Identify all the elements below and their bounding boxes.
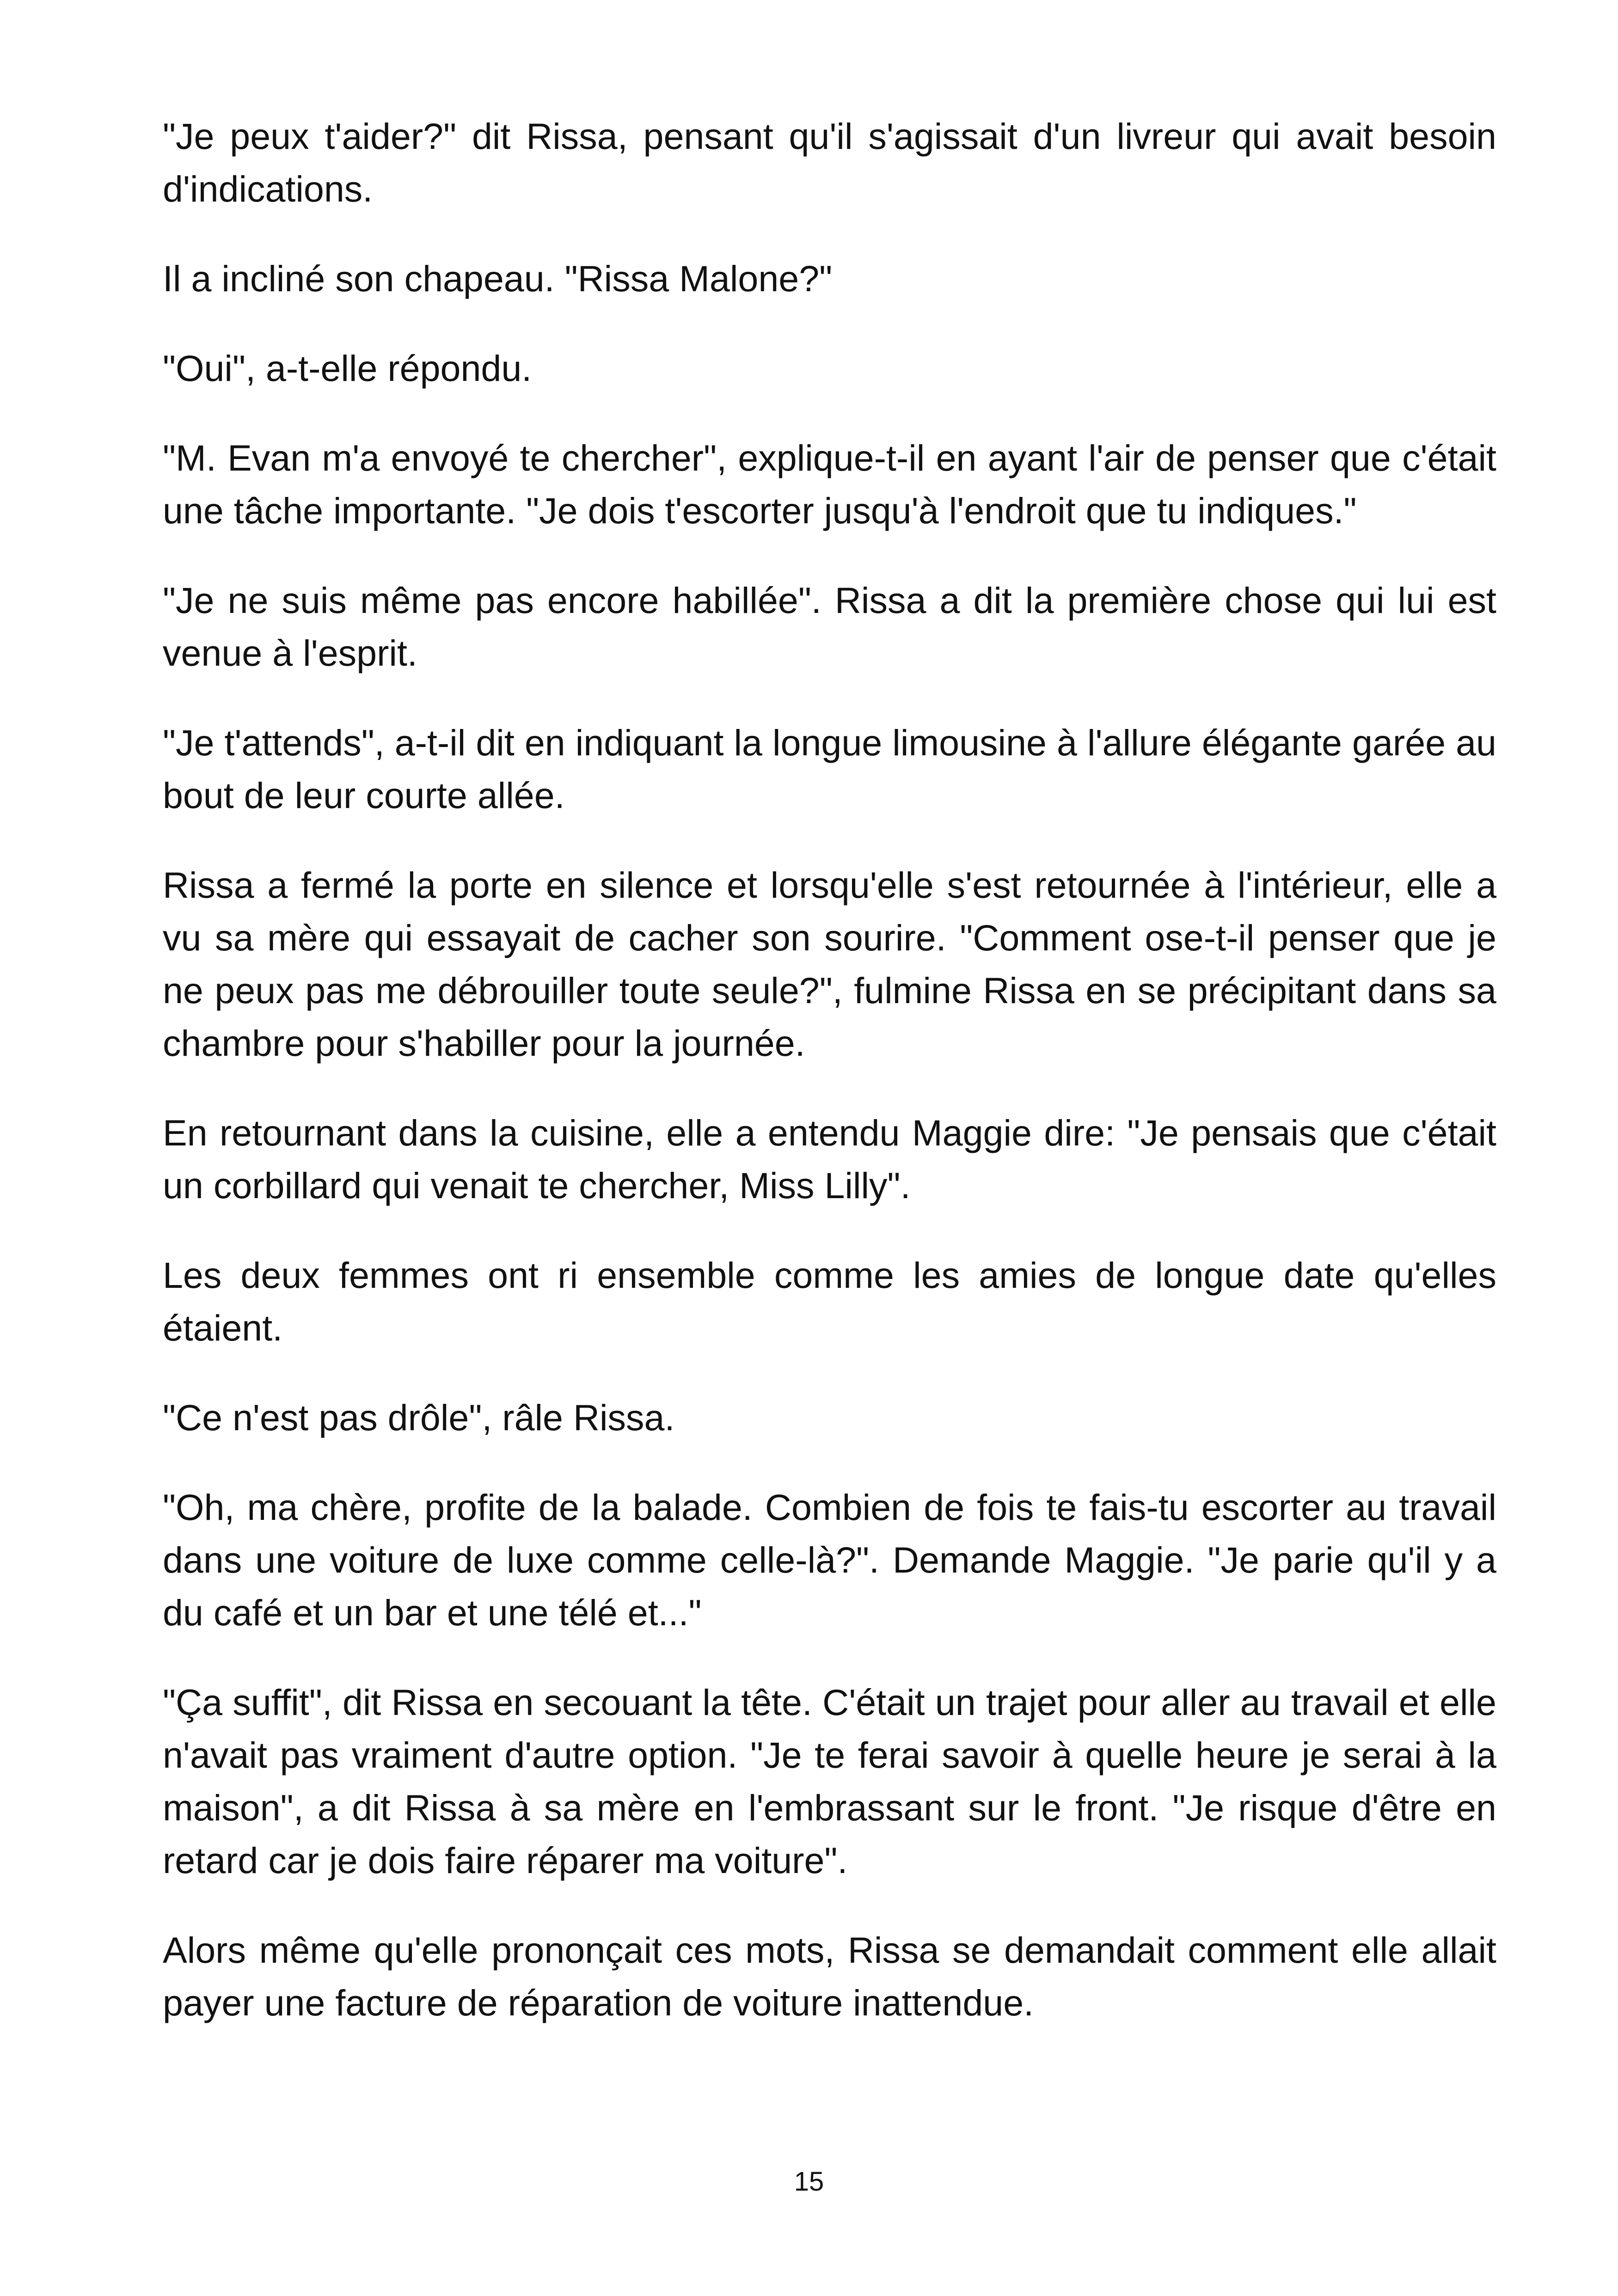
- paragraph-11: "Oh, ma chère, profite de la balade. Combien de fois te fais-tu escorter au travail dans une voiture de luxe comme celle-là?". Demande Maggie. "Je parie qu'il y a du café et un bar et une télé et...": [163, 1487, 1496, 1633]
- paragraph-7: Rissa a fermé la porte en silence et lorsqu'elle s'est retournée à l'intérieur, elle a vu sa mère qui essayait de cacher son sourire. "Comment ose-t-il penser que je ne peux pas me débrouiller toute seule?", fulmine Rissa en se précipitant dans sa chambre pour s'habiller pour la journée.: [163, 864, 1496, 1064]
- paragraph-4: "M. Evan m'a envoyé te chercher", explique-t-il en ayant l'air de penser que c'était une tâche importante. "Je dois t'escorter jusqu'à l'endroit que tu indiques.": [163, 437, 1496, 531]
- paragraph-13: Alors même qu'elle prononçait ces mots, Rissa se demandait comment elle allait payer une facture de réparation de voiture inattendue.: [163, 1929, 1496, 2023]
- page-number: 15: [794, 2167, 824, 2197]
- paragraph-9: Les deux femmes ont ri ensemble comme les amies de longue date qu'elles étaient.: [163, 1255, 1496, 1348]
- paragraph-5: "Je ne suis même pas encore habillée". Rissa a dit la première chose qui lui est venue à l'esprit.: [163, 580, 1496, 673]
- paragraph-2: Il a incliné son chapeau. "Rissa Malone?": [163, 258, 833, 299]
- paragraph-1: "Je peux t'aider?" dit Rissa, pensant qu'il s'agissait d'un livreur qui avait besoin d'indications.: [163, 116, 1496, 209]
- paragraph-8: En retournant dans la cuisine, elle a entendu Maggie dire: "Je pensais que c'était un corbillard qui venait te chercher, Miss Lilly".: [163, 1112, 1496, 1206]
- body-text: [163, 110, 1496, 2066]
- paragraph-12: "Ça suffit", dit Rissa en secouant la tête. C'était un trajet pour aller au travail et elle n'avait pas vraiment d'autre option. "Je te ferai savoir à quelle heure je serai à la maison", a dit Rissa à sa mère en l'embrassant sur le front. "Je risque d'être en retard car je dois faire réparer ma voiture".: [163, 1682, 1496, 1881]
- paragraph-10: "Ce n'est pas drôle", râle Rissa.: [163, 1397, 675, 1438]
- paragraph-3: "Oui", a-t-elle répondu.: [163, 348, 532, 389]
- paragraph-6: "Je t'attends", a-t-il dit en indiquant la longue limousine à l'allure élégante garée au bout de leur courte allée.: [163, 722, 1496, 816]
